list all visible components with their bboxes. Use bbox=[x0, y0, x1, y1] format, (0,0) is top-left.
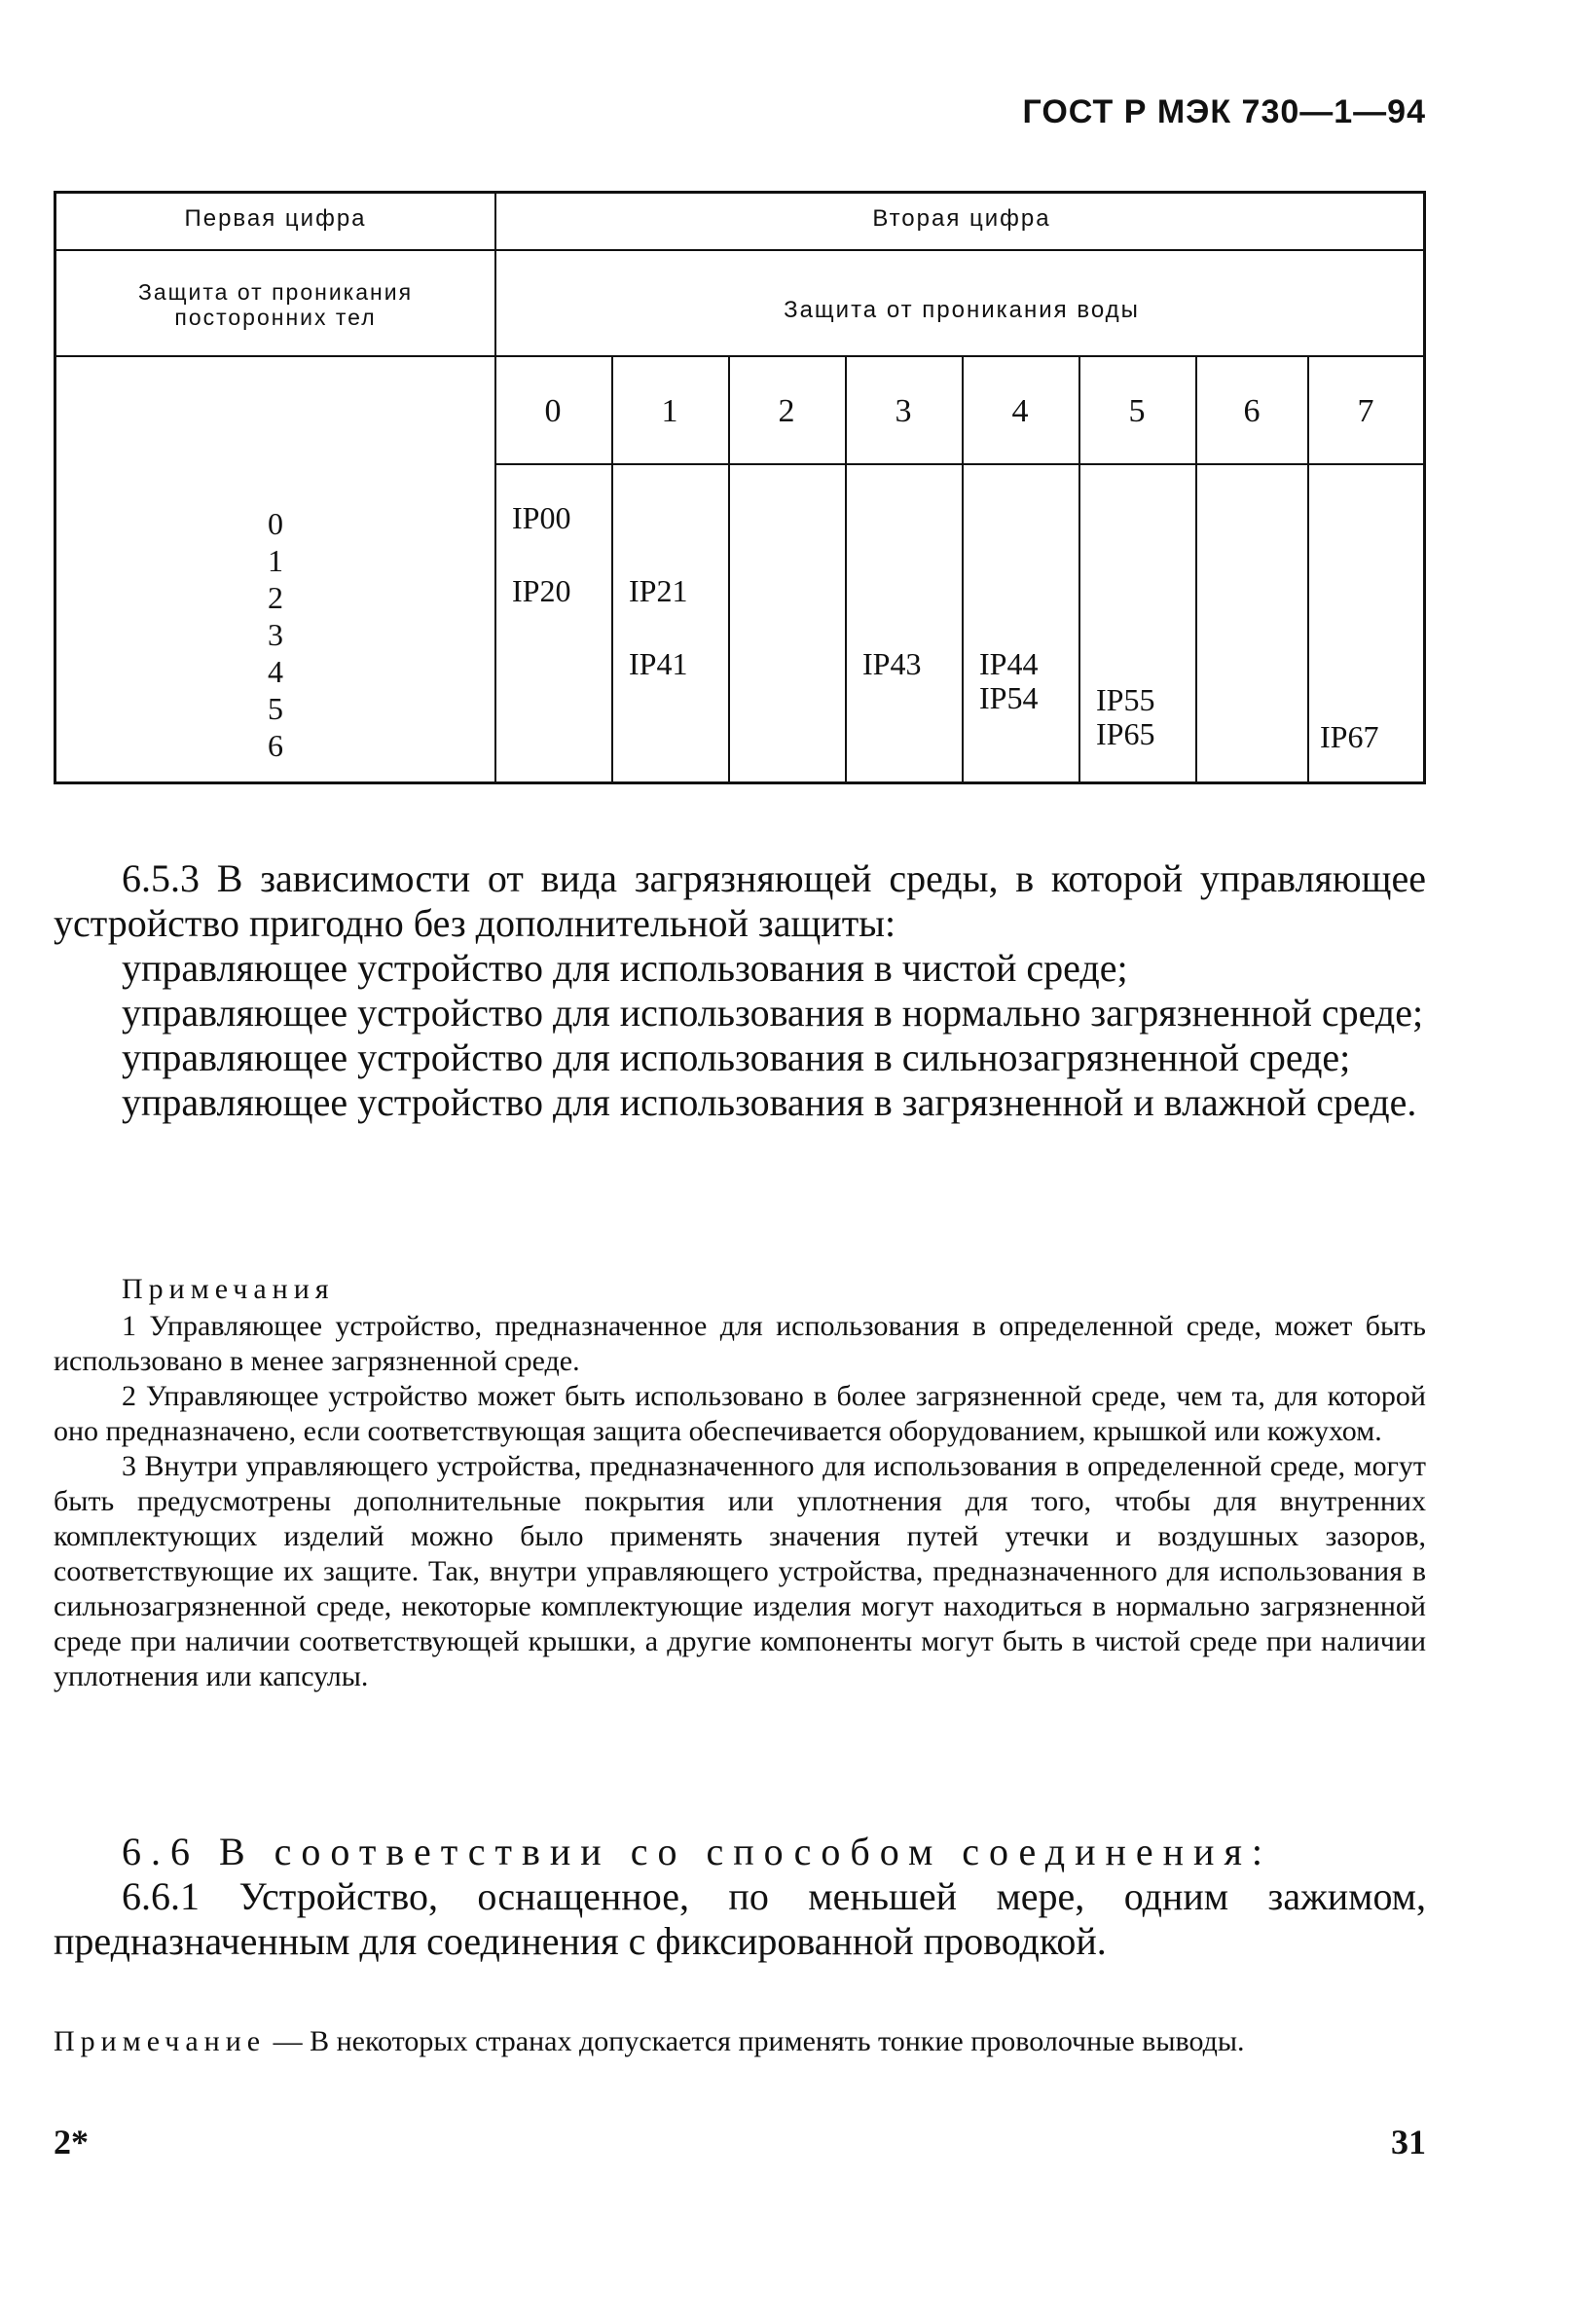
col1-header: Первая цифра bbox=[184, 205, 367, 232]
section-6-6 bbox=[54, 1830, 1426, 1964]
note-3: 3 Внутри управляющего устройства, предназначенного для использования в определенной среде, могут быть предусмотрены дополнительные покрытия или уплотнения для того, чтобы для внутренних комплектующих изделий можно было применять значения путей утечки и воздушных зазоров, соответствующие их защите. Так, внутри управляющего устройства, предназначенного для использования в сильнозагрязненной среде, некоторые комплектующие изделия могут находиться в нормально загрязненной среде при наличии соответствующей крышки, а другие компоненты могут быть в чистой среде при наличии уплотнения или капсулы. bbox=[54, 1450, 1426, 1692]
note-2: 2 Управляющее устройство может быть использовано в более загрязненной среде, чем та, для которой оно предназначено, если соответствующая защита обеспечивается оборудованием, крышкой или кожухом. bbox=[54, 1380, 1426, 1447]
code-ip67: IP67 bbox=[1320, 719, 1379, 754]
second-digit-1: 1 bbox=[661, 393, 678, 429]
first-digit-3: 3 bbox=[268, 617, 283, 652]
para-normal-env: управляющее устройство для использования в нормально загрязненной среде; bbox=[122, 991, 1424, 1035]
second-digit-2: 2 bbox=[778, 393, 795, 429]
code-ip21: IP21 bbox=[629, 573, 688, 608]
para-heavy-env: управляющее устройство для использования в сильнозагрязненной среде; bbox=[122, 1035, 1351, 1079]
first-digit-0: 0 bbox=[268, 506, 283, 541]
second-digit-6: 6 bbox=[1243, 393, 1261, 429]
first-digits-column bbox=[56, 505, 494, 764]
notes-block bbox=[54, 1270, 1426, 1694]
notes-title: Примечания bbox=[122, 1273, 335, 1305]
page-number: 31 bbox=[1391, 2123, 1426, 2161]
code-ip55: IP55 bbox=[1096, 682, 1155, 717]
col1-subheader: Защита от проникания посторонних тел bbox=[137, 279, 414, 330]
first-digit-4: 4 bbox=[268, 654, 283, 689]
final-note-text: — В некоторых странах допускается применять тонкие проволочные выводы. bbox=[266, 2025, 1245, 2057]
col2-header: Вторая цифра bbox=[872, 205, 1051, 232]
second-digit-3: 3 bbox=[895, 393, 912, 429]
para-clean-env: управляющее устройство для использования в чистой среде; bbox=[122, 946, 1128, 990]
first-digit-5: 5 bbox=[268, 691, 283, 726]
code-ip65: IP65 bbox=[1096, 716, 1155, 751]
code-ip41: IP41 bbox=[629, 646, 688, 681]
final-note bbox=[54, 2024, 1426, 2059]
second-digit-5: 5 bbox=[1128, 393, 1146, 429]
para-6-5-3: 6.5.3 В зависимости от вида загрязняющей среды, в которой управляющее устройство пригодно без дополнительной защиты: bbox=[54, 856, 1426, 945]
standard-header: ГОСТ Р МЭК 730—1—94 bbox=[1022, 93, 1426, 130]
ip-code-table bbox=[54, 191, 1426, 784]
code-ip44: IP44 bbox=[979, 646, 1039, 681]
col2-subheader: Защита от проникания воды bbox=[784, 297, 1140, 323]
second-digit-4: 4 bbox=[1011, 393, 1029, 429]
second-digit-0: 0 bbox=[544, 393, 562, 429]
para-wet-env: управляющее устройство для использования в загрязненной и влажной среде. bbox=[122, 1080, 1417, 1124]
para-6-6: 6.6 В соответствии со способом соединения: bbox=[122, 1830, 1272, 1873]
code-ip00: IP00 bbox=[512, 500, 571, 535]
code-ip20: IP20 bbox=[512, 573, 571, 608]
second-digit-7: 7 bbox=[1357, 393, 1374, 429]
note-1: 1 Управляющее устройство, предназначенное для использования в определенной среде, может быть использовано в менее загрязненной среде. bbox=[54, 1310, 1426, 1377]
para-6-6-1: 6.6.1 Устройство, оснащенное, по меньшей мере, одним зажимом, предназначенным для соединения с фиксированной проводкой. bbox=[54, 1874, 1426, 1963]
code-ip54: IP54 bbox=[979, 680, 1039, 715]
footer-sheet-mark: 2* bbox=[54, 2123, 89, 2161]
final-note-label: Примечание bbox=[54, 2025, 267, 2057]
first-digit-1: 1 bbox=[268, 543, 283, 578]
code-ip43: IP43 bbox=[862, 646, 922, 681]
first-digit-6: 6 bbox=[268, 728, 283, 763]
main-text bbox=[54, 856, 1426, 1125]
first-digit-2: 2 bbox=[268, 580, 283, 615]
